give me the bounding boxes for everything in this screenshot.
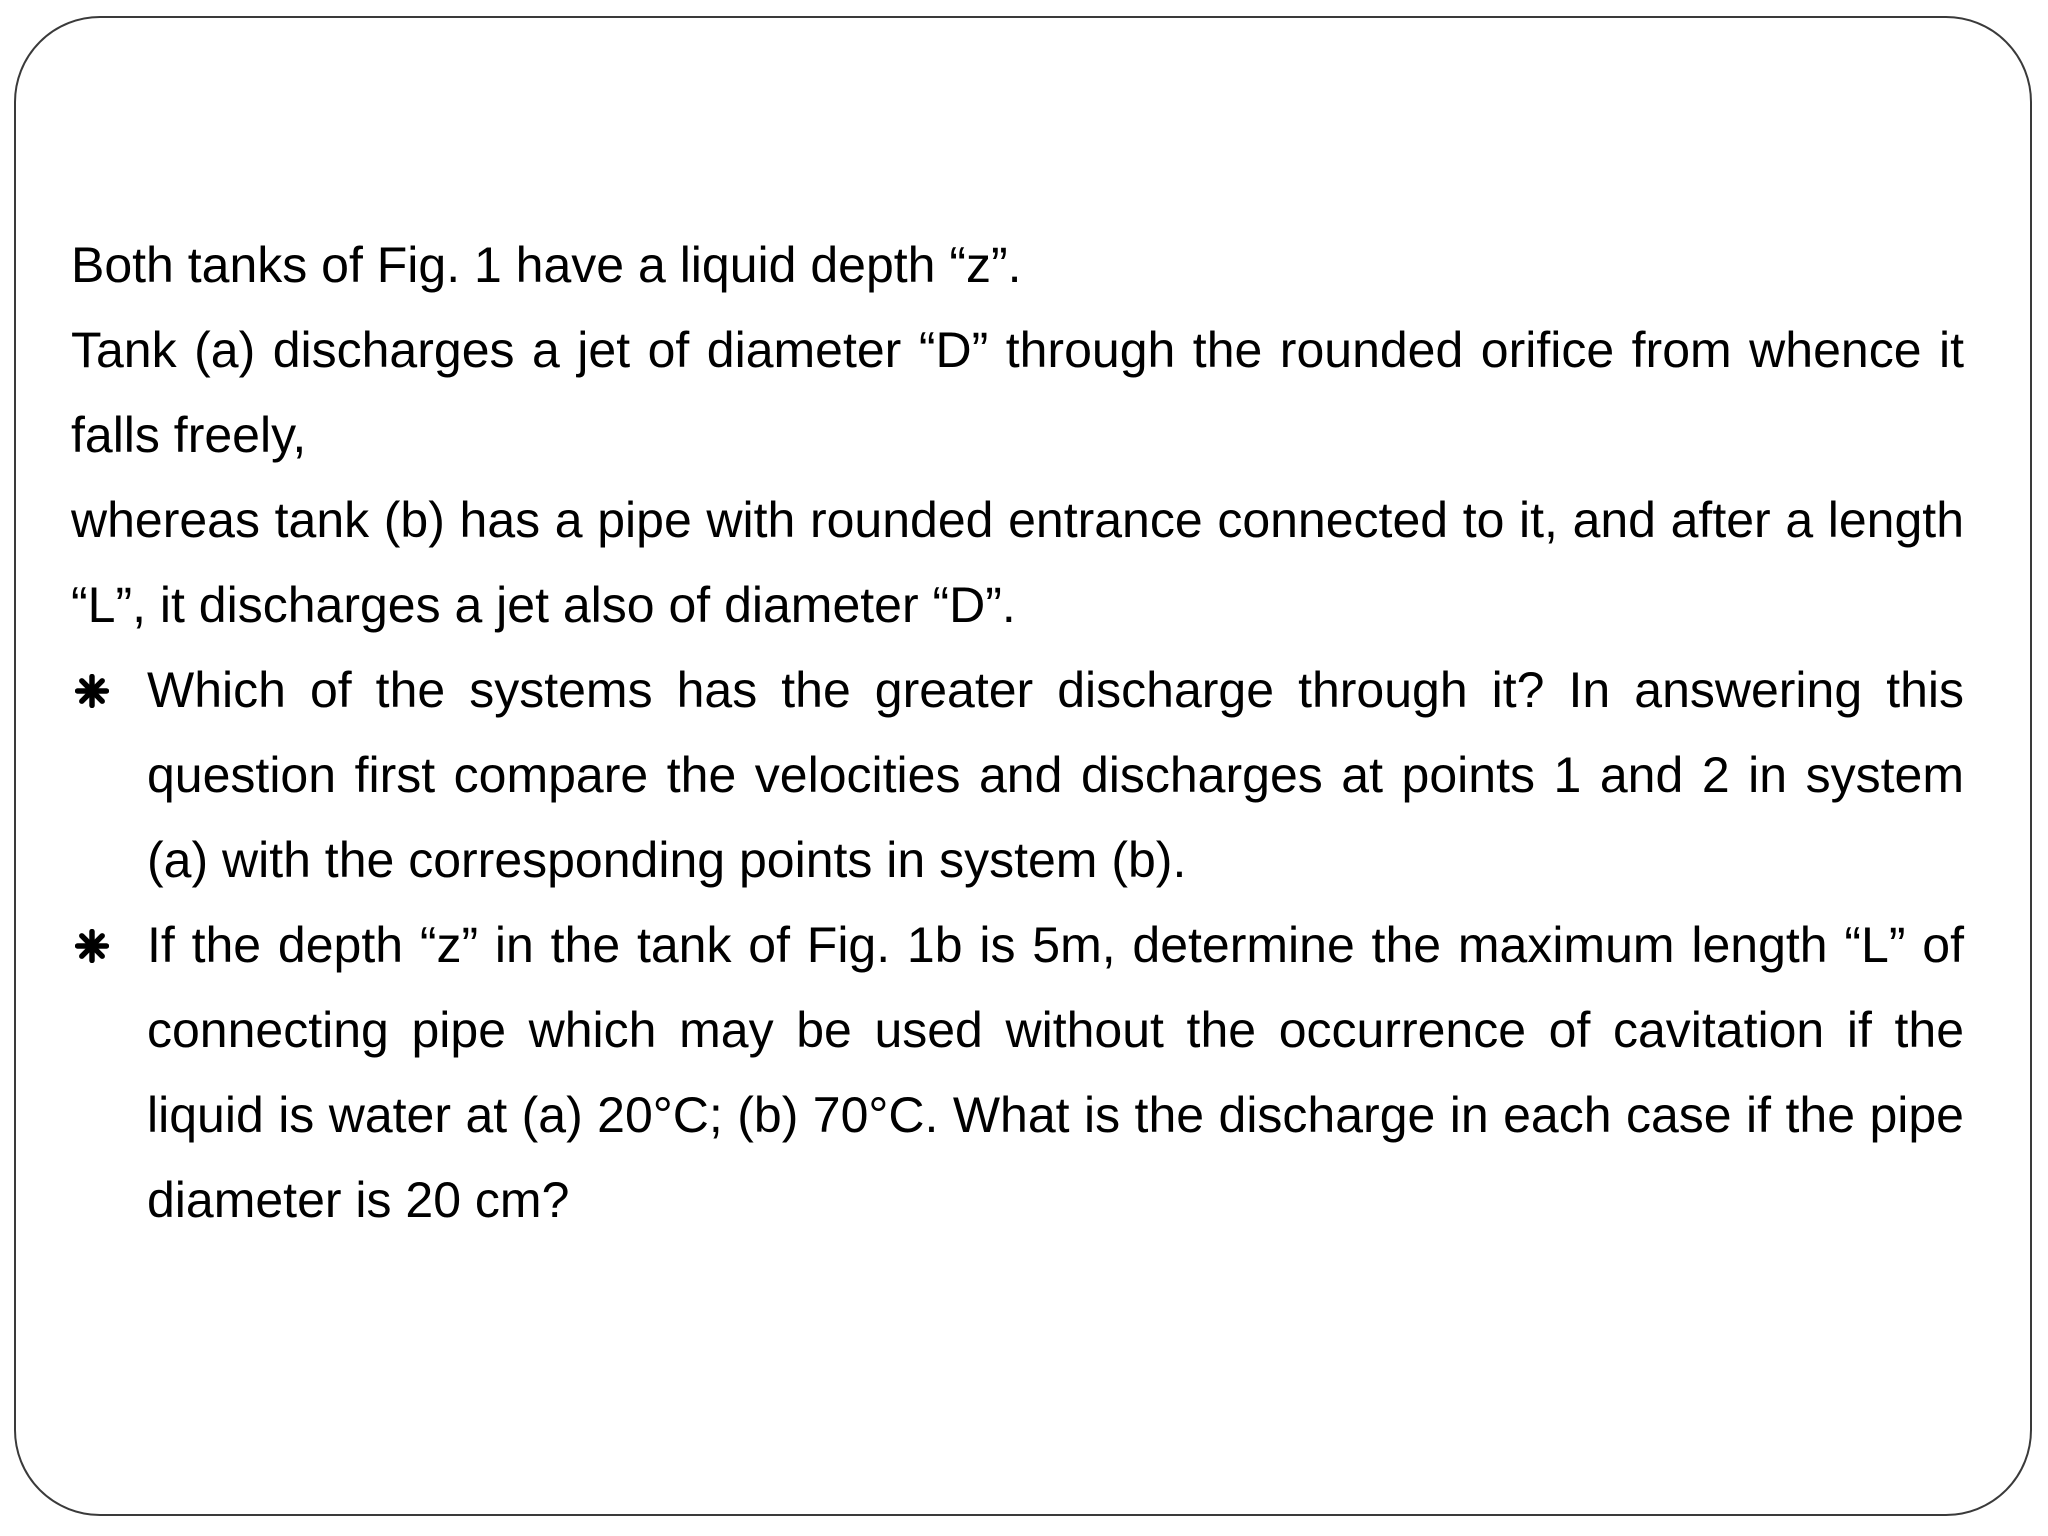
question-bullet-2: [71, 903, 1964, 1243]
question-1-text: Which of the systems has the greater discharge through it? In answering this question first compare the velocities and discharges at points 1 and 2 in system (a) with the corresponding points in system (b).: [147, 662, 1964, 888]
asterisk-bullet-icon: [73, 648, 111, 733]
slide-frame: [14, 16, 2032, 1516]
asterisk-bullet-icon: [73, 903, 111, 988]
intro-paragraph: Both tanks of Fig. 1 have a liquid depth “z”.: [71, 237, 1022, 293]
question-bullet-1: [71, 648, 1964, 903]
question-2-text: If the depth “z” in the tank of Fig. 1b is 5m, determine the maximum length “L” of connecting pipe which may be used without the occurrence of cavitation if the liquid is water at (a) 20°C; (b) 70°C. What is the discharge in each case if the pipe diameter is 20 cm?: [147, 917, 1964, 1228]
tank-b-paragraph: whereas tank (b) has a pipe with rounded entrance connected to it, and after a length “L”, it discharges a jet also of diameter “D”.: [71, 492, 1964, 633]
tank-a-paragraph: Tank (a) discharges a jet of diameter “D” through the rounded orifice from whence it falls freely,: [71, 322, 1964, 463]
slide-content: [71, 223, 1964, 1243]
